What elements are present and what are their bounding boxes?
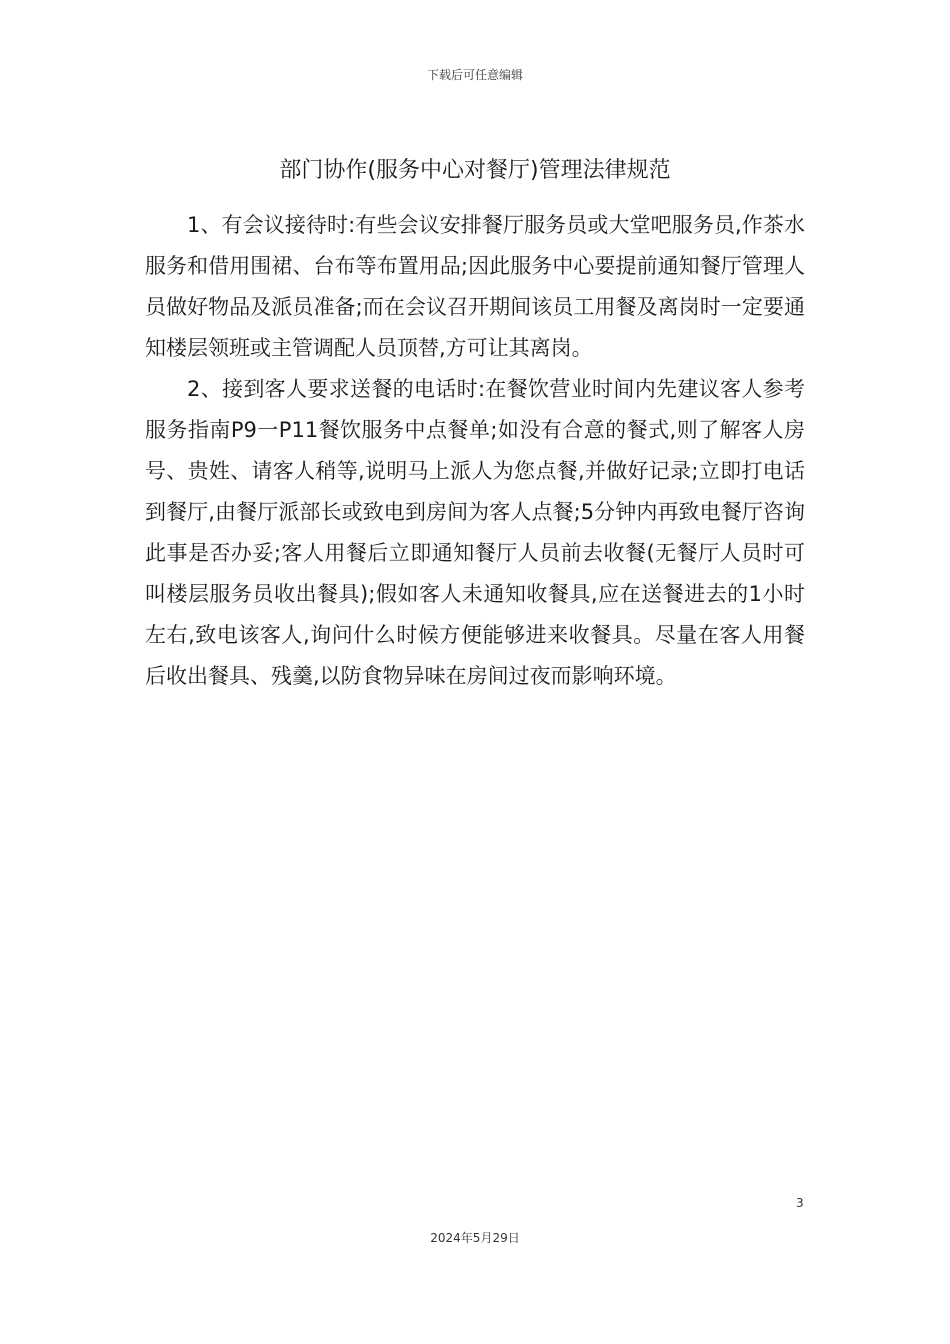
page-number: 3 — [796, 1196, 804, 1210]
paragraph-2: 2、接到客人要求送餐的电话时:在餐饮营业时间内先建议客人参考服务指南P9一P11餐饮服务中点餐单;如没有合意的餐式,则了解客人房号、贵姓、请客人稍等,说明马上派人为您点餐,并做好记录;立即打电话到餐厅,由餐厅派部长或致电到房间为客人点餐;5分钟内再致电餐厅咨询此事是否办妥;客人用餐后立即通知餐厅人员前去收餐(无餐厅人员时可叫楼层服务员收出餐具);假如客人未通知收餐具,应在送餐进去的1小时左右,致电该客人,询问什么时候方便能够进来收餐具。尽量在客人用餐后收出餐具、残羹,以防食物异味在房间过夜而影响环境。 — [145, 377, 805, 688]
paragraph-1: 1、有会议接待时:有些会议安排餐厅服务员或大堂吧服务员,作茶水服务和借用围裙、台布等布置用品;因此服务中心要提前通知餐厅管理人员做好物品及派员准备;而在会议召开期间该员工用餐及离岗时一定要通知楼层领班或主管调配人员顶替,方可让其离岗。 — [145, 213, 805, 360]
header-note: 下载后可任意编辑 — [426, 68, 523, 82]
document-body — [145, 205, 805, 697]
document-title: 部门协作(服务中心对餐厅)管理法律规范 — [279, 158, 671, 183]
footer-date: 2024年5月29日 — [430, 1231, 520, 1245]
